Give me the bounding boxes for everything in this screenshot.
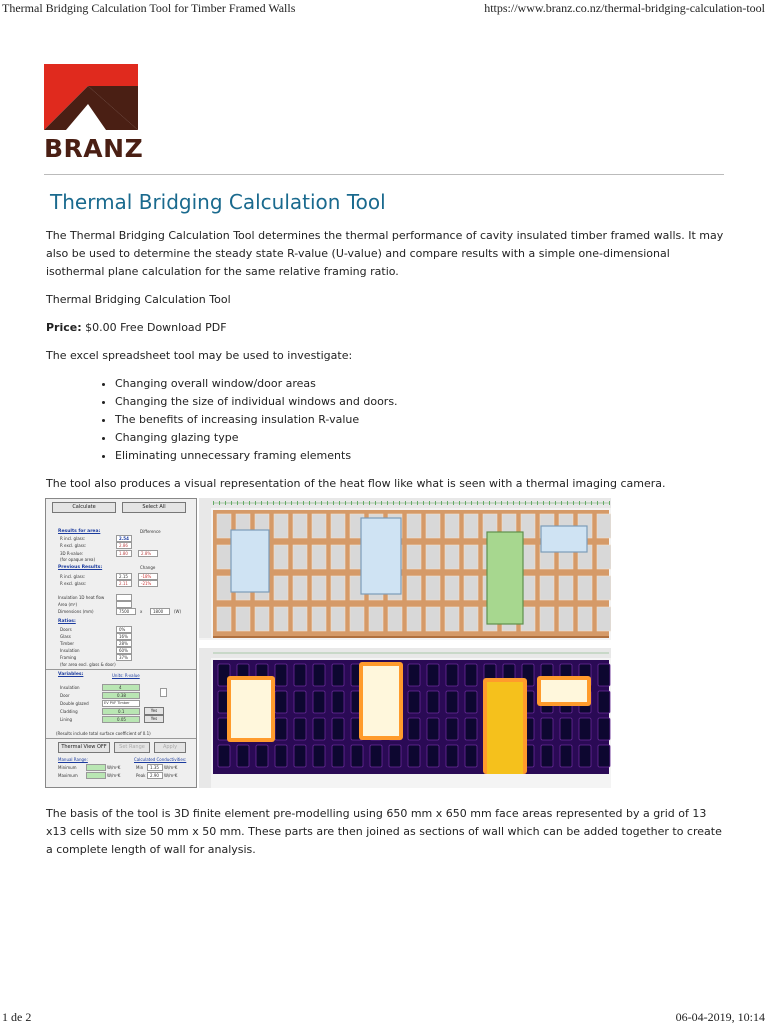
framing-cell: [407, 545, 421, 569]
ruler-tick: [417, 501, 418, 505]
ruler-tick: [225, 501, 226, 505]
ruler-tick: [573, 501, 574, 505]
peak-label: Peak: [136, 773, 146, 778]
dim-width: 7500: [116, 608, 136, 615]
ruler-tick: [237, 501, 238, 505]
ruler-tick: [513, 501, 514, 505]
framing-cell: [426, 607, 440, 631]
panel-divider-2: [46, 738, 196, 739]
ruler-tick: [567, 501, 568, 505]
framing-cell: [578, 576, 592, 600]
window-hot-1: [231, 680, 271, 738]
var-door-field: 0.38: [102, 692, 140, 699]
var-door: Door: [60, 693, 70, 698]
framing-cell: [407, 576, 421, 600]
framing-cell: [274, 545, 288, 569]
r-excl-field: 2.86: [116, 542, 132, 549]
ratios-title: Ratios:: [58, 619, 76, 624]
ruler-tick: [369, 501, 370, 505]
thermal-cell: [446, 664, 458, 686]
print-url[interactable]: https://www.branz.co.nz/thermal-bridging-calculation-tool: [484, 1, 765, 15]
framing-cell: [388, 607, 402, 631]
ruler-tick: [279, 501, 280, 505]
framing-cell: [407, 607, 421, 631]
ruler-tick: [315, 501, 316, 505]
var-glazing-select: EV PVF Timber: [102, 700, 140, 707]
framing-cell: [312, 576, 326, 600]
lining-yes-button: Yes: [144, 715, 164, 723]
framing-cell: [369, 607, 383, 631]
framing-cell: [331, 514, 345, 538]
feature-list: [46, 375, 726, 465]
ruler-tick: [537, 501, 538, 505]
thermal-cell: [427, 718, 439, 740]
ruler-tick: [555, 501, 556, 505]
maximum-field: [86, 772, 106, 779]
framing-cell: [331, 576, 345, 600]
ruler-tick: [375, 501, 376, 505]
ruler-tick: [213, 501, 214, 505]
ruler-tick: [591, 501, 592, 505]
minimum-field: [86, 764, 106, 771]
price-value[interactable]: $0.00 Free Download PDF: [85, 321, 227, 334]
ruler-tick: [303, 501, 304, 505]
thermal-cell: [294, 718, 306, 740]
r-excl-label: R excl. glass:: [60, 543, 87, 548]
thermal-heat-map: [199, 648, 611, 788]
area-label: Area (m²): [58, 602, 78, 607]
ruler-tick: [543, 501, 544, 505]
var-lining: Lining: [60, 717, 73, 722]
tool-name-link[interactable]: Thermal Bridging Calculation Tool: [46, 293, 231, 306]
ruler-tick: [489, 501, 490, 505]
select-all-button: Select All: [122, 502, 186, 513]
var-lining-field: 0.05: [102, 716, 140, 723]
ruler-tick: [357, 501, 358, 505]
ruler-tick: [459, 501, 460, 505]
framing-cell: [217, 607, 231, 631]
ruler-tick: [453, 501, 454, 505]
framing-cell: [217, 514, 231, 538]
thermal-cell: [465, 745, 477, 767]
previous-results-title: Previous Results:: [58, 565, 103, 570]
insulation-1d-label: Insulation 1D heat flow: [58, 595, 105, 600]
ruler-tick: [549, 501, 550, 505]
thermal-cell: [218, 745, 230, 767]
prev-r-incl-field: 2.15: [116, 573, 132, 580]
framing-cell: [445, 607, 459, 631]
dimensions-label: Dimensions (mm): [58, 609, 94, 614]
ruler-tick: [447, 501, 448, 505]
framing-cell: [578, 607, 592, 631]
price-line: [46, 319, 726, 337]
framing-cell: [255, 607, 269, 631]
ratio-timber: Timber: [60, 641, 74, 646]
ruler-tick: [321, 501, 322, 505]
prev-r-excl-label: R excl. glass:: [60, 581, 87, 586]
framing-cell: [274, 514, 288, 538]
framing-cell: [445, 514, 459, 538]
ruler-tick: [603, 501, 604, 505]
thermal-cell: [275, 718, 287, 740]
ruler-tick: [219, 501, 220, 505]
framing-cell: [312, 545, 326, 569]
framing-cell: [597, 576, 611, 600]
prev-change-2: -21%: [138, 580, 158, 587]
framing-cell: [312, 514, 326, 538]
thermal-cell: [332, 691, 344, 713]
framing-cell: [540, 607, 554, 631]
ruler-tick: [243, 501, 244, 505]
ruler-tick: [309, 501, 310, 505]
logo-wordmark: BRANZ: [44, 134, 144, 163]
ruler-tick: [411, 501, 412, 505]
print-datetime: 06-04-2019, 10:14: [675, 1010, 765, 1024]
article-body: [46, 227, 726, 503]
framing-cell: [217, 545, 231, 569]
thermal-cell: [332, 664, 344, 686]
branz-logo[interactable]: [44, 64, 144, 163]
thermal-cell: [446, 691, 458, 713]
cladding-yes-button: Yes: [144, 707, 164, 715]
ruler-tick: [339, 501, 340, 505]
ruler-tick: [255, 501, 256, 505]
ruler-tick: [291, 501, 292, 505]
max-unit: W/m²K: [107, 773, 121, 778]
thermal-cell: [465, 718, 477, 740]
ratio-glass-field: 16%: [116, 633, 132, 640]
minimum-label: Minimum: [58, 765, 77, 770]
ruler-tick: [483, 501, 484, 505]
maximum-label: Maximum: [58, 773, 78, 778]
opaque-note: (for opaque area): [60, 557, 96, 562]
thermal-cell: [275, 664, 287, 686]
thermal-cell: [275, 691, 287, 713]
ratio-doors-field: 0%: [116, 626, 132, 633]
thermal-cell: [294, 691, 306, 713]
ruler-tick: [471, 501, 472, 505]
ruler-tick: [297, 501, 298, 505]
thermal-view-button: Thermal View OFF: [58, 742, 110, 753]
framing-cell: [407, 514, 421, 538]
thermal-cell: [389, 745, 401, 767]
set-range-button: Set Range: [114, 742, 150, 753]
framing-cell: [217, 576, 231, 600]
min-label: Min: [136, 765, 144, 770]
ratio-framing-field: 37%: [116, 654, 132, 661]
thermal-cell: [560, 718, 572, 740]
print-page-title: Thermal Bridging Calculation Tool for Timber Framed Walls: [2, 1, 296, 15]
page-number: 1 de 2: [2, 1010, 32, 1024]
framing-cell: [331, 607, 345, 631]
window-hot-3: [541, 680, 587, 702]
framing-cell: [426, 576, 440, 600]
thermal-cell: [598, 691, 610, 713]
list-item: • Eliminating unnecessary framing elements: [115, 447, 726, 465]
prev-r-excl-field: 2.11: [116, 580, 132, 587]
thermal-cell: [313, 691, 325, 713]
ruler-tick: [501, 501, 502, 505]
dim-x: x: [140, 609, 143, 614]
intro-paragraph: The Thermal Bridging Calculation Tool determines the thermal performance of cavity insulated timber framed walls. It may also be used to determine the steady state R-value (U-value) and compare results with a simple one-dimensional isothermal plane calculation for the same relative framing ratio.: [46, 229, 724, 278]
calc-conductivities-label: Calculated Conductivities:: [134, 757, 187, 762]
change-label: Change: [140, 565, 156, 570]
framing-cell: [464, 607, 478, 631]
r-3d-diff: 2.8%: [138, 550, 158, 557]
ruler-tick: [429, 501, 430, 505]
framing-cell: [293, 545, 307, 569]
thermal-cell: [294, 745, 306, 767]
ruler-tick: [381, 501, 382, 505]
var-insulation: Insulation: [60, 685, 80, 690]
ratio-timber-field: 28%: [116, 640, 132, 647]
thermal-cell: [313, 718, 325, 740]
framing-cell: [559, 607, 573, 631]
branz-logo-mark-icon: [44, 64, 138, 130]
ruler-tick: [495, 501, 496, 505]
ratio-glass: Glass: [60, 634, 71, 639]
thermal-cell: [465, 664, 477, 686]
window-hot-2: [363, 666, 399, 736]
ratio-insulation-field: 60%: [116, 647, 132, 654]
dim-w: (W): [174, 609, 182, 614]
framing-cell: [464, 576, 478, 600]
thermal-cell: [427, 745, 439, 767]
framing-cell: [293, 514, 307, 538]
ruler-tick: [525, 501, 526, 505]
r-3d-label: 3D R-value:: [60, 551, 84, 556]
framing-cell: [464, 545, 478, 569]
framing-cell: [597, 514, 611, 538]
framing-cell: [464, 514, 478, 538]
print-header: [0, 1, 768, 17]
ratio-framing: Framing: [60, 655, 77, 660]
investigate-intro: The excel spreadsheet tool may be used to investigate:: [46, 349, 353, 362]
apply-button: Apply: [154, 742, 186, 753]
prev-change-1: -18%: [138, 573, 158, 580]
ruler-tick: [477, 501, 478, 505]
thermal-cell: [427, 691, 439, 713]
peak-field: 2.90: [147, 772, 163, 779]
framing-cell: [445, 545, 459, 569]
ruler-tick: [393, 501, 394, 505]
framing-cell: [597, 607, 611, 631]
header-divider: [44, 174, 724, 175]
thermal-cell: [446, 718, 458, 740]
prev-r-incl-label: R incl. glass:: [60, 574, 86, 579]
thermal-cell: [541, 718, 553, 740]
ruler-tick: [327, 501, 328, 505]
results-title: Results for area:: [58, 529, 101, 534]
window-3: [541, 526, 587, 552]
thermal-cell: [408, 718, 420, 740]
framing-cell: [426, 514, 440, 538]
thermal-cell: [427, 664, 439, 686]
thermal-cell: [332, 745, 344, 767]
framing-cell: [293, 576, 307, 600]
framing-cell: [274, 607, 288, 631]
thermal-cell: [446, 745, 458, 767]
ruler-tick: [465, 501, 466, 505]
framing-cell: [350, 607, 364, 631]
framing-cell: [331, 545, 345, 569]
window-2: [361, 518, 401, 594]
thermal-cell: [541, 745, 553, 767]
var-cladding: Cladding: [60, 709, 78, 714]
wall-framing-view: [199, 498, 611, 640]
manual-range-label: Manual Range:: [58, 757, 88, 762]
ruler-tick: [333, 501, 334, 505]
visual-paragraph: The tool also produces a visual representation of the heat flow like what is seen with a thermal imaging camera.: [46, 477, 666, 490]
var-cladding-field: 0.1: [102, 708, 140, 715]
thermal-cell: [465, 691, 477, 713]
calculate-button: Calculate: [52, 502, 116, 513]
ruler-tick: [585, 501, 586, 505]
framing-cell: [426, 545, 440, 569]
framing-cell: [540, 576, 554, 600]
min-cond-unit: W/m²K: [164, 765, 178, 770]
ruler-tick: [261, 501, 262, 505]
door-hot: [487, 682, 523, 774]
thermal-cell: [256, 745, 268, 767]
ruler-tick: [441, 501, 442, 505]
thermal-cell: [294, 664, 306, 686]
framing-cell: [312, 607, 326, 631]
window-1: [231, 530, 269, 592]
ruler-tick: [399, 501, 400, 505]
page-title: Thermal Bridging Calculation Tool: [50, 190, 386, 214]
thermal-cell: [370, 745, 382, 767]
tool-screenshot: [45, 498, 611, 788]
framing-cell: [293, 607, 307, 631]
thermal-cell: [579, 718, 591, 740]
variables-title: Variables:: [58, 672, 84, 677]
var-glazing: Double glazed: [60, 701, 89, 706]
ratio-doors: Doors: [60, 627, 72, 632]
thermal-cell: [313, 664, 325, 686]
peak-cond-unit: W/m²K: [164, 773, 178, 778]
ruler-tick: [435, 501, 436, 505]
ratio-insulation: Insulation: [60, 648, 80, 653]
thermal-cell: [332, 718, 344, 740]
ruler-tick: [345, 501, 346, 505]
ruler-tick: [351, 501, 352, 505]
list-item: • Changing overall window/door areas: [115, 375, 726, 393]
thermal-cell: [408, 664, 420, 686]
units-label: Units: R-value: [112, 673, 140, 678]
checkbox-icon: [160, 688, 167, 697]
dim-height: 1800: [150, 608, 170, 615]
difference-label: Difference: [140, 529, 161, 534]
thermal-cell: [560, 745, 572, 767]
thermal-cell: [275, 745, 287, 767]
ruler-tick: [387, 501, 388, 505]
framing-cell: [597, 545, 611, 569]
panel-divider: [46, 669, 196, 670]
var-insulation-field: 4: [102, 684, 140, 691]
ruler-tick: [519, 501, 520, 505]
thermal-cell: [598, 664, 610, 686]
min-field: 1.35: [147, 764, 163, 771]
ruler-tick: [531, 501, 532, 505]
ruler-tick: [231, 501, 232, 505]
ruler-tick: [609, 501, 610, 505]
thermal-cell: [237, 745, 249, 767]
framing-cell: [236, 607, 250, 631]
r-incl-field: 2.54: [116, 535, 132, 542]
thermal-cell: [408, 745, 420, 767]
ratio-note: (for area excl. glass & door): [60, 662, 116, 667]
ruler-tick: [249, 501, 250, 505]
basis-paragraph: The basis of the tool is 3D finite element pre-modelling using 650 mm x 650 mm face areas represented by a grid of 13 x13 cells with size 50 mm x 50 mm. These parts are then joined as sections of wall which can be added together to create a complete length of wall for analysis.: [46, 807, 722, 856]
thermal-cell: [313, 745, 325, 767]
thermal-cell: [351, 745, 363, 767]
ruler-tick: [285, 501, 286, 505]
insulation-1d-field: [116, 594, 132, 601]
door-1: [487, 532, 523, 624]
framing-cell: [274, 576, 288, 600]
area-field: [116, 601, 132, 608]
framing-cell: [559, 576, 573, 600]
min-unit: W/m²K: [107, 765, 121, 770]
thermal-cell: [579, 745, 591, 767]
thermal-cell: [408, 691, 420, 713]
ruler-tick: [561, 501, 562, 505]
list-item: • The benefits of increasing insulation R-value: [115, 411, 726, 429]
ruler-tick: [273, 501, 274, 505]
control-panel: [45, 498, 197, 788]
ruler-tick: [507, 501, 508, 505]
r-3d-field: 1.80: [116, 550, 132, 557]
ruler-tick: [363, 501, 364, 505]
ruler-tick: [597, 501, 598, 505]
thermal-cell: [598, 718, 610, 740]
ruler-tick: [579, 501, 580, 505]
ruler-tick: [405, 501, 406, 505]
list-item: • Changing the size of individual windows and doors.: [115, 393, 726, 411]
results-note: (Results include total surface coefficient of 0.1): [56, 731, 151, 736]
ruler-tick: [267, 501, 268, 505]
price-label: Price:: [46, 321, 82, 334]
list-item: • Changing glazing type: [115, 429, 726, 447]
framing-cell: [445, 576, 459, 600]
thermal-cell: [598, 745, 610, 767]
ruler-tick: [423, 501, 424, 505]
r-incl-label: R incl. glass:: [60, 536, 86, 541]
